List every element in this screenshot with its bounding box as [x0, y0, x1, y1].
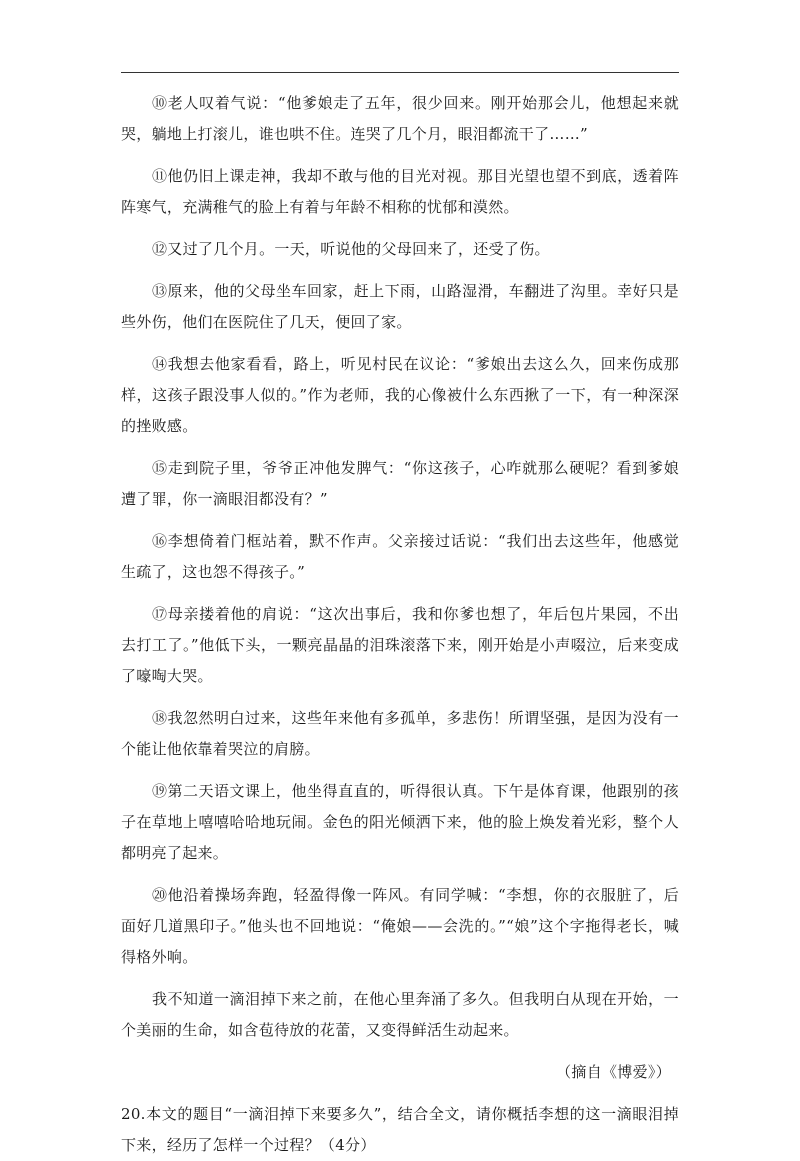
paragraph-20: ⑳他沿着操场奔跑，轻盈得像一阵风。有同学喊：“李想，你的衣服脏了，后面好几道黑印子。”他头也不回地说：“俺娘——会洗的。”“娘”这个字拖得老长，喊得格外响。: [121, 886, 679, 966]
paragraph-19: ⑲第二天语文课上，他坐得直直的，听得很认真。下午是体育课，他跟别的孩子在草地上嘻嘻哈哈地玩闹。金色的阳光倾洒下来，他的脸上焕发着光彩，整个人都明亮了起来。: [121, 782, 679, 862]
paragraph-12: ⑫又过了几个月。一天，听说他的父母回来了，还受了伤。: [152, 240, 550, 258]
article-body: [121, 88, 679, 1161]
header-rule: [121, 72, 679, 73]
paragraph-14: ⑭我想去他家看看，路上，听见村民在议论：“爹娘出去这么久，回来伤成那样，这孩子跟没事人似的。”作为老师，我的心像被什么东西揪了一下，有一种深深的挫败感。: [121, 355, 679, 435]
paragraph-10: ⑩老人叹着气说：“他爹娘走了五年，很少回来。刚开始那会儿，他想起来就哭，躺地上打滚儿，谁也哄不住。连哭了几个月，眼泪都流干了……”: [121, 94, 679, 143]
paragraph-11: ⑪他仍旧上课走神，我却不敢与他的目光对视。那目光望也望不到底，透着阵阵寒气，充满稚气的脸上有着与年龄不相称的忧郁和漠然。: [121, 167, 679, 216]
question-20: 20.本文的题目“一滴泪掉下来要多久”，结合全文，请你概括李想的这一滴眼泪掉下来，经历了怎样一个过程？（4分）: [121, 1105, 679, 1154]
paragraph-16: ⑯李想倚着门框站着，默不作声。父亲接过话说：“我们出去这些年，他感觉生疏了，这也怨不得孩子。”: [121, 532, 679, 581]
paragraph-17: ⑰母亲搂着他的肩说：“这次出事后，我和你爹也想了，年后包片果园，不出去打工了。”他低下头，一颗亮晶晶的泪珠滚落下来，刚开始是小声啜泣，后来变成了嚎啕大哭。: [121, 605, 679, 685]
paragraph-13: ⑬原来，他的父母坐车回家，赶上下雨，山路湿滑，车翻进了沟里。幸好只是些外伤，他们在医院住了几天，便回了家。: [121, 282, 679, 331]
source-citation: （摘自《博爱》）: [556, 1063, 671, 1081]
paragraph-15: ⑮走到院子里，爷爷正冲他发脾气：“你这孩子，心咋就那么硬呢？看到爹娘遭了罪，你一滴眼泪都没有？”: [121, 459, 679, 508]
paragraph-18: ⑱我忽然明白过来，这些年来他有多孤单，多悲伤！所谓坚强，是因为没有一个能让他依靠着哭泣的肩膀。: [121, 709, 679, 758]
closing-paragraph: 我不知道一滴泪掉下来之前，在他心里奔涌了多久。但我明白从现在开始，一个美丽的生命，如含苞待放的花蕾，又变得鲜活生动起来。: [121, 990, 679, 1039]
